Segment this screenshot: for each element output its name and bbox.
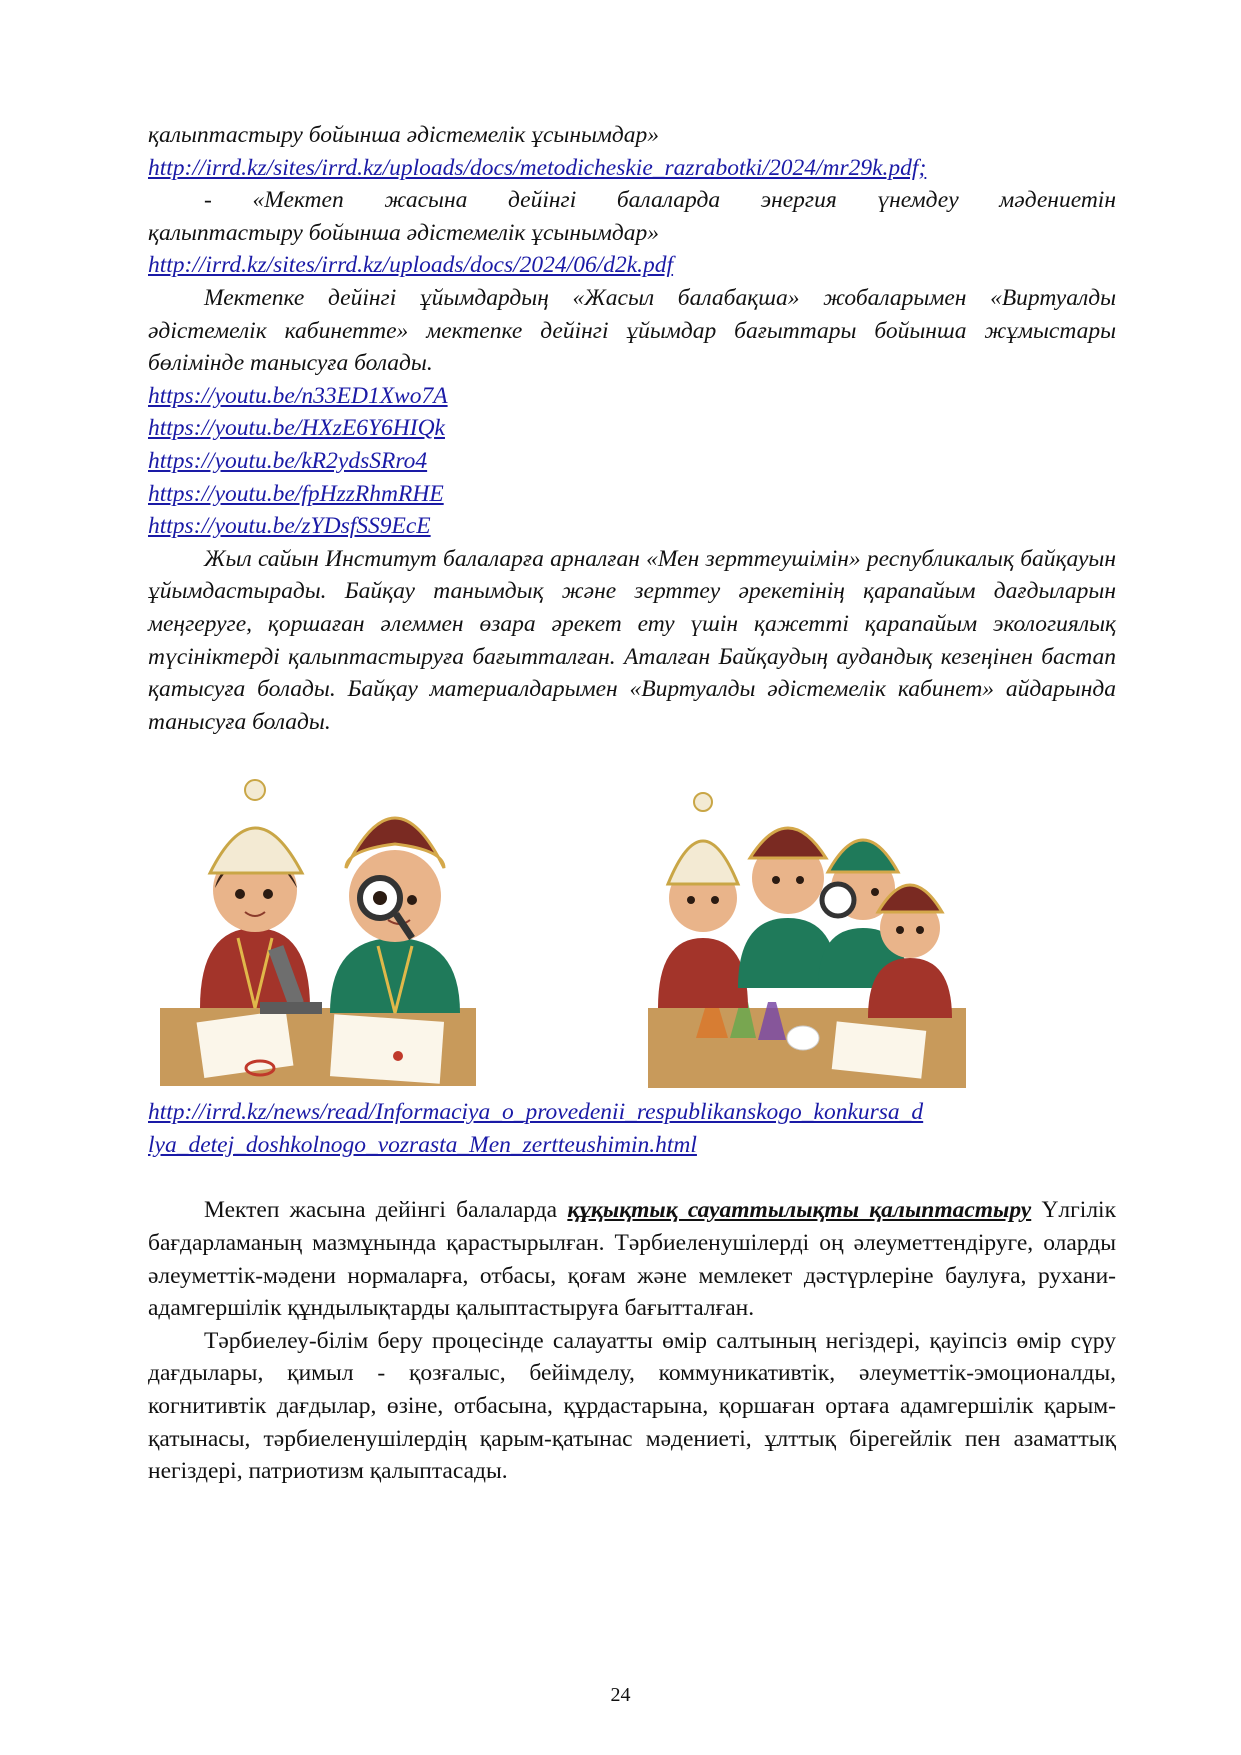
two-children-microscope-illustration	[160, 778, 476, 1086]
contest-paragraph: Жыл сайын Институт балаларға арналған «Мен зерттеушімін» республикалық байқауын ұйымдастырады. Байқау танымдық және зерттеу әрекетінің қарапайым дағдыларын меңгеруге, қоршаған әлеммен өзара әрекет ету үшін қажетті қарапайым экологиялық түсініктерді қалыптастыруға бағытталған. Аталған Байқаудың аудандық кезеңінен бастап қатысуға болады. Байқау материалдарымен «Виртуалды әдістемелік кабинет» айдарында танысуға болады.	[148, 545, 1116, 735]
youtube-link-3[interactable]: https://youtu.be/kR2ydsSRro4	[148, 447, 428, 474]
healthy-lifestyle-paragraph: Тәрбиелеу-білім беру процесінде салауатты өмір салтының негіздері, қауіпсіз өмір сүру дағдылары, қимыл - қозғалыс, бейімделу, коммуникативтік, әлеуметтік-эмоционалды, когнитивтік дағдылар, өзіне, отбасына, құрдастарына, қоршаған ортаға адамгершілік қарым-қатынасы, тәрбиеленушілердің қарым-қатынас мәдениеті, ұлттық бірегейлік пен азаматтық негіздері, патриотизм қалыптасады.	[148, 1327, 1116, 1485]
energy-recommendations-line2: қалыптастыру бойынша әдістемелік ұсынымдар»	[148, 219, 660, 246]
illustrations-row	[148, 738, 1116, 1096]
youtube-link-4[interactable]: https://youtu.be/fpHzzRhmRHE	[148, 480, 444, 507]
legal-literacy-paragraph	[148, 1194, 1116, 1324]
legal-literacy-rest: Үлгілік бағдарламаның мазмұнында қарастырылған. Тәрбиеленушілерді оң әлеуметтендіруге, оларды әлеуметтік-мәдени нормаларға, отбасы, қоғам және мемлекет дәстүрлеріне баулуға, рухани-адамгершілік құндылықтарды қалыптастыруға бағытталған.	[148, 1197, 1116, 1322]
recommendations-title-tail: қалыптастыру бойынша әдістемелік ұсынымдар»	[148, 122, 660, 148]
youtube-link-1[interactable]: https://youtu.be/n33ED1Xwo7A	[148, 382, 448, 409]
page-content	[148, 119, 1116, 1488]
link-mr29k-pdf[interactable]: http://irrd.kz/sites/irrd.kz/uploads/docs/metodicheskie_razrabotki/2024/mr29k.pdf;	[148, 154, 927, 181]
legal-literacy-highlight: құқықтық сауаттылықты қалыптастыру	[567, 1197, 1032, 1224]
green-kindergarten-paragraph: Мектепке дейінгі ұйымдардың «Жасыл балабақша» жобаларымен «Виртуалды әдістемелік кабинетте» мектепке дейінгі ұйымдар бағыттары бойынша жұмыстары бөлімінде танысуға болады.	[148, 284, 1116, 377]
spacer	[148, 1161, 1116, 1194]
youtube-link-2[interactable]: https://youtu.be/HXzE6Y6HIQk	[148, 415, 445, 442]
youtube-links-list	[148, 380, 1116, 543]
legal-literacy-lead: Мектеп жасына дейінгі балаларда	[204, 1197, 558, 1224]
four-children-science-illustration	[648, 788, 966, 1088]
link-d2k-pdf[interactable]: http://irrd.kz/sites/irrd.kz/uploads/docs/2024/06/d2k.pdf	[148, 252, 674, 279]
energy-recommendations-line1: - «Мектеп жасына дейінгі балаларда энергия үнемдеу мәдениетін	[204, 187, 1116, 214]
page-number: 24	[610, 1684, 631, 1706]
youtube-link-5[interactable]: https://youtu.be/zYDsfSS9EcE	[148, 513, 431, 540]
contest-news-link-line1[interactable]: http://irrd.kz/news/read/Informaciya_o_provedenii_respublikanskogo_konkursa_d	[148, 1099, 924, 1126]
contest-news-link-line2[interactable]: lya_detej_doshkolnogo_vozrasta_Men_zertteushimin.html	[148, 1131, 697, 1158]
